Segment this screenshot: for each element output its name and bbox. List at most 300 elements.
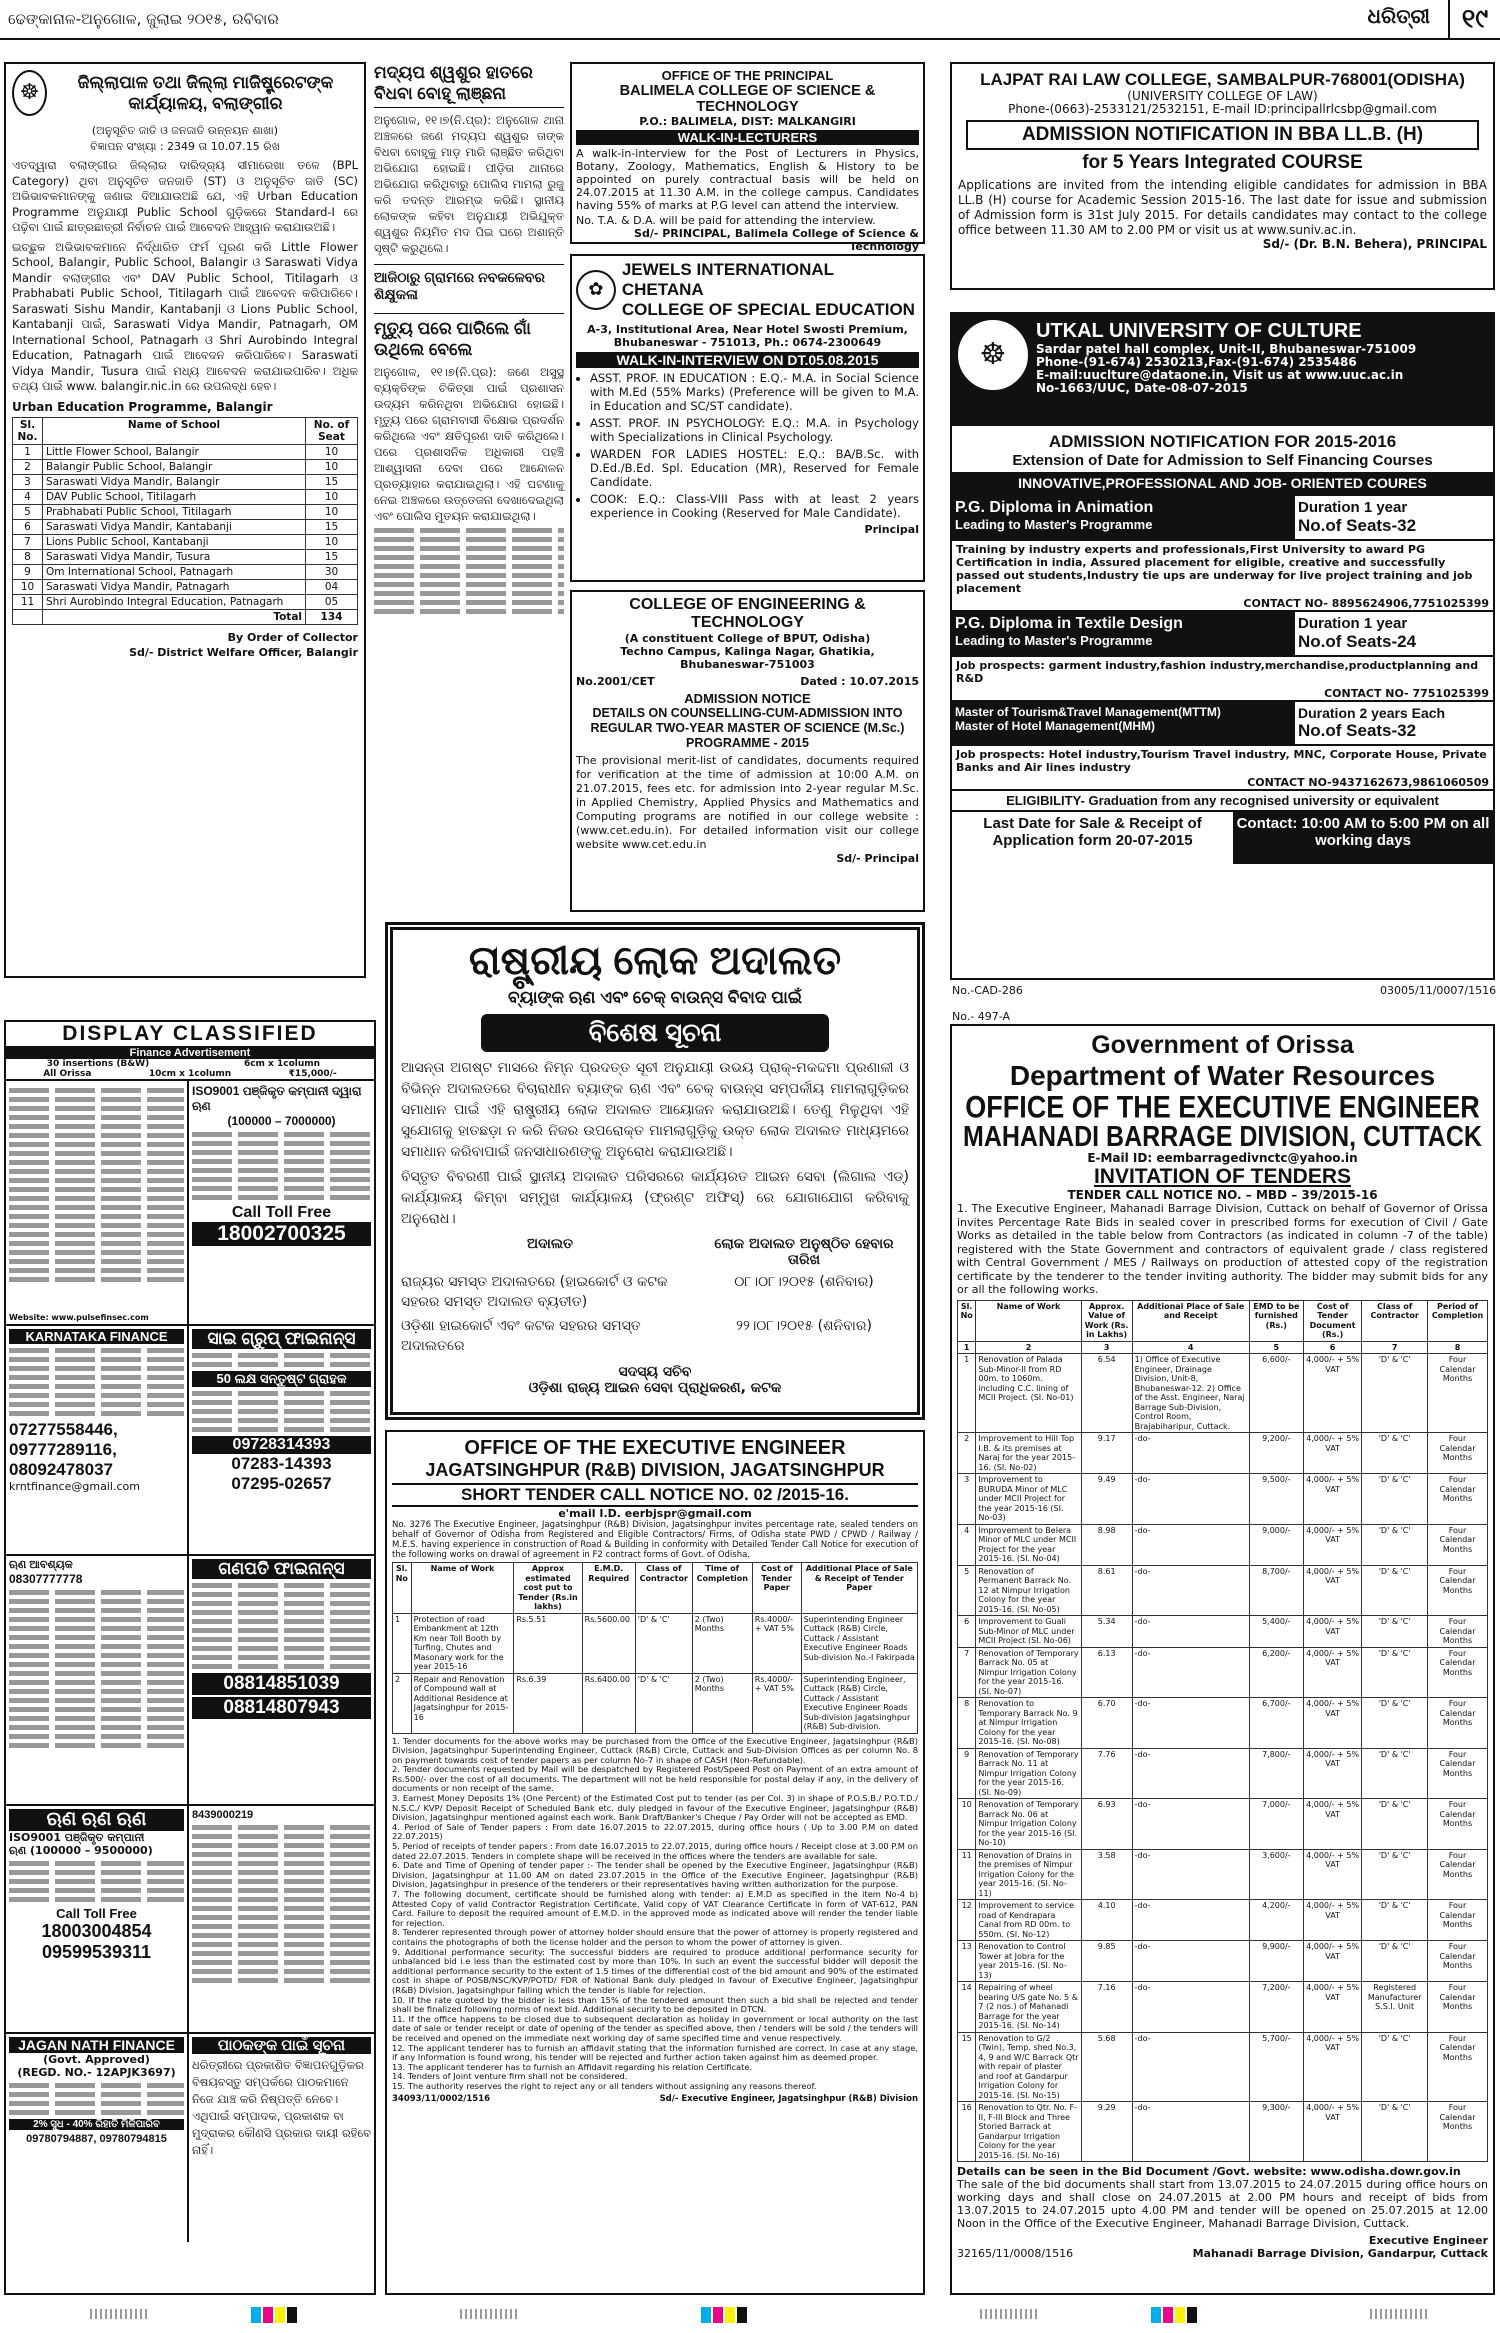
wr-col-num: 6 [1303, 1341, 1361, 1354]
lok-sign2: ଓଡ଼ିଶା ରାଜ୍ୟ ଆଇନ ସେବା ପ୍ରାଧିକରଣ, କଟକ [528, 1380, 782, 1396]
classified-title: DISPLAY CLASSIFIED [6, 1022, 374, 1047]
table-cell: 5.34 [1081, 1616, 1132, 1648]
table-cell: 4,000/- + 5% VAT [1303, 1433, 1361, 1474]
balimela-note: No. T.A. & D.A. will be paid for attending the interview. [576, 214, 876, 227]
dateline: ଢେଙ୍କାନାଳ-ଅନୁଗୋଳ, ଜୁଲାଇ ୨୦୧୫, ରବିବାର [8, 10, 279, 28]
pulse-ad [6, 1081, 189, 1324]
jag-ad [385, 1430, 925, 2295]
wr-col: Additional Place of Sale and Receipt [1132, 1300, 1249, 1341]
text-line [374, 573, 564, 578]
balimela-body: A walk-in-interview for the Post of Lecturers in Physics, Botany, Zoology, Mathematics, English & History to be appointed on purely contractual basis will be held on 24.07.2015 at 11.30 A.M. in the college campus. Candidates having 55% of marks at P.G level can attend the interview. [576, 147, 919, 212]
table-row [13, 444, 358, 459]
table-cell: 4,000/- + 5% VAT [1303, 1748, 1361, 1799]
text-line [9, 1250, 184, 1255]
wr-code2: 32165/11/0008/1516 [957, 2247, 1074, 2260]
table-cell: 2 [393, 1673, 412, 1733]
wr-ad [950, 1024, 1495, 2295]
jag-note: 3. Earnest Money Deposits 1% (One Percent) of the Estimated Cost put to tender (as per Col. 3) in shape of P.O.S.B./ P.O.T.D./ N.S.C./ KVP/ Deposit Receipt of Scheduled Bank etc. duly pledged in favour of the Executive Engineer, Jagatsinghpur (R&B) Division, Jagatsinghpur mentioned against each work. Bank Draft/Banker's Cheque / Pay Order will not be accepted as EMD. [392, 1793, 918, 1823]
kar-phone2: 09777289116, [9, 1440, 117, 1459]
text-line [9, 1259, 184, 1264]
text-line [192, 1888, 371, 1893]
jewels-logo-icon: ✿ [576, 270, 616, 310]
col-sl: Sl. No. [13, 417, 43, 444]
text-line [192, 1843, 371, 1848]
jag-col: Time of Completion [692, 1563, 752, 1614]
cet-ad [570, 590, 925, 912]
table-cell: Renovation of Permanent Barrack No. 12 at Nimpur Irrigation Colony for the year 2015-16. (SI. No-05) [976, 1565, 1081, 1616]
collector-body2: ଇଚ୍ଛୁକ ଅଭିଭାବକମାନେ ନିର୍ଦ୍ଧାରିତ ଫର୍ମ ପୂରଣ କରି Little Flower School, Balangir, Public School, Balangir ଓ Saraswati Vidya Mandir ବଲାଙ୍ଗୀର ଏବଂ DAV Public School, Titilagarh ଓ Prabhabati Public School, Titilagarh ପାଇଁ ଆବେଦନ କରିପାରିବେ। Saraswati Sishu Mandir, Kantabanji ଓ Lions Public School, Kantabanji ପାଇଁ, Saraswati Vidya Mandir, Patnagarh, OM International School, Patnagarh ଓ Shri Aurobindo Integral Education, Patnagarh ପାଇଁ ଆବେଦନ କରିପାରିବେ। Saraswati Vidya Mandir, Tusura ପାଇଁ ମଧ୍ୟ ଆବେଦନ କରାଯାଇପାରିବ। ଅଧିକ ତଥ୍ୟ ପାଇଁ www. balangir.nic.in ରେ ଉପଲବ୍ଧ ହେବ। [12, 239, 358, 393]
jag-intro: No. 3276 The Executive Engineer, Jagatsinghpur (R&B) Division, Jagatsinghpur invites percentage rate, sealed tenders on behalf of Governor of Odisha from Registered and Eligible Contractors/ Firms, of Odisha state PWD / CPWD / Railway / M.E.S. having experience in construction of Road & Building in conformity with Detailed Tender Call Notice for execution of the following works on drawal of agreement in F2 contract forms of Govt. of Odisha. [392, 1520, 918, 1560]
uuc-elig: ELIGIBILITY- Graduation from any recognised university or equivalent [952, 789, 1493, 810]
phone-list-head: 8439000219 [192, 1809, 254, 1821]
color-swatches-1 [250, 2307, 298, 2327]
jewels-sign: Principal [864, 523, 919, 536]
table-cell: Renovation to G/2 (Twin), Temp. shed No.3, 4, 9 and W/C Barrack Qtr with repair of plaster and roof at Gandarpur Irrigation Colony for 2015-16. (SI. No-15) [976, 2032, 1081, 2102]
table-cell: 8.98 [1081, 1524, 1132, 1565]
table-cell: -do- [1132, 1616, 1249, 1648]
table-row [13, 519, 358, 534]
wr-email: E-Mail ID: eembarragedivnctc@yahoo.in [1087, 1151, 1358, 1165]
text-line [9, 1671, 184, 1676]
table-cell: -do- [1132, 1748, 1249, 1799]
uuc-band: INNOVATIVE,PROFESSIONAL AND JOB- ORIENTED COURES [952, 472, 1493, 494]
ganpati-title: ଗଣପତି ଫାଇନାନ୍ସ [192, 1559, 371, 1579]
table-title: Urban Education Programme, Balangir [12, 399, 273, 414]
uuc-c1s: No.of Seats-32 [1298, 516, 1417, 535]
gan-ph1: 08814851039 [192, 1673, 371, 1695]
text-line [9, 1115, 184, 1120]
table-cell: 9 [13, 564, 43, 579]
kar-phone1: 07277558446, [9, 1420, 118, 1439]
table-cell: 'D' & 'C' [1362, 1647, 1428, 1698]
iso-ad [189, 1081, 374, 1324]
table-cell: 7.76 [1081, 1748, 1132, 1799]
table-cell: 10 [306, 489, 358, 504]
table-cell: Renovation of Temporary Barrack No. 05 at Nimpur Irrigation Colony for the year 2015-16. (SI. No-07) [976, 1647, 1081, 1698]
table-cell: -do- [1132, 1698, 1249, 1749]
table-cell: 12 [958, 1900, 976, 1941]
sai-ph3: 07295-02657 [231, 1474, 332, 1493]
pathak-title: ପାଠକଙ୍କ ପାଇଁ ସୂଚନା [192, 2037, 371, 2054]
text-line [9, 1142, 184, 1147]
balimela-name: BALIMELA COLLEGE OF SCIENCE & TECHNOLOGY [619, 83, 876, 115]
table-cell: 10 [306, 534, 358, 549]
uuc-c1d: Duration 1 year [1298, 499, 1408, 516]
uuc-header [952, 314, 1493, 426]
table-row [13, 564, 358, 579]
table-cell: -do- [1132, 1849, 1249, 1900]
jag-col: Name of Work [411, 1563, 514, 1614]
wr-sign2: Mahanadi Barrage Division, Gandarpur, Cuttack [1192, 2247, 1488, 2260]
rin-toll: Call Toll Free [56, 1906, 137, 1921]
page-header [0, 0, 1500, 40]
text-line [9, 1268, 184, 1273]
table-row [958, 1799, 1488, 1850]
cet-name: COLLEGE OF ENGINEERING & TECHNOLOGY [629, 596, 866, 631]
table-cell: 4 [958, 1524, 976, 1565]
table-cell: -do- [1132, 1565, 1249, 1616]
wr-col: Approx. Value of Work (Rs. in Lakhs) [1081, 1300, 1132, 1341]
table-cell: 'D' & 'C' [1362, 1354, 1428, 1433]
wr-intro: 1. The Executive Engineer, Mahanadi Barrage Division, Cuttack on behalf of Governor of Orissa invites Percentage Rate Bids in sealed cover in prescribed forms for execution of Civil / Gate Works as detailed in the table below from Contractors (as indicated in column -7 of the table) registered with the State Government and contractors of equivalent grade / class registered with Central Government / MES / Railways on production of attested copy of the registration certificate by the tenderer to the tender inviting authority. The bidder may submit bids for any or all the following works. [957, 1202, 1488, 1296]
table-cell: 10 [306, 504, 358, 519]
text-line [9, 1106, 184, 1111]
table-cell: Saraswati Vidya Mandir, Balangir [43, 474, 306, 489]
uuc-c3s: No.of Seats-32 [1298, 721, 1417, 740]
iso1c: Call Toll Free [231, 1204, 332, 1221]
table-cell: 4,000/- + 5% VAT [1303, 1565, 1361, 1616]
lok-adalat-ad [385, 922, 925, 1420]
text-line [9, 1707, 184, 1712]
table-row [13, 534, 358, 549]
balimela-ad [570, 62, 925, 253]
wr-col: Class of Contractor [1362, 1300, 1428, 1341]
rate2: 6cm x 1column [243, 1059, 321, 1069]
gan-ph2: 08814807943 [192, 1697, 371, 1719]
news-body-3: ଅନୁଗୋଳ, ୧୧।୭(ନି.ପ୍ର): ଜଣେ ଅସୁସ୍ଥ ବ୍ୟକ୍ତିଙ୍କ ଚିକିତ୍ସା ପାଇଁ ପ୍ରଶାସନ ଉଦ୍ୟମ କରିନଥିବା ଅଭିଯୋଗ ହୋଇଛି। ମୃତ୍ୟୁ ପରେ ଗ୍ରାମବାସୀ ବିକ୍ଷୋଭ ପ୍ରଦର୍ଶନ କରିଥିଲେ ଏବଂ କ୍ଷତିପୂରଣ ଦାବି କରିଥିଲେ। ପରେ ପ୍ରଶାସନିକ ଅଧିକାରୀ ପହଞ୍ଚି ଆଶ୍ୱାସନା ଦେବା ପରେ ଆନ୍ଦୋଳନ ପ୍ରତ୍ୟାହାର କରାଯାଇଥିଲା। ଏହି ଘଟଣାକୁ ନେଇ ଅଞ୍ଚଳରେ ଉତ୍ତେଜନା ଦେଖାଦେଇଥିଲା ଏବଂ ପୋଲିସ ମୁତୟନ କରାଯାଇଥିଲା। [374, 365, 564, 523]
text-line [192, 1951, 371, 1956]
uuc-c2txt: Job prospects: garment industry,fashion industry,merchandise,productplanning and R&D [952, 655, 1493, 687]
table-cell: Saraswati Vidya Mandir, Patnagarh [43, 579, 306, 594]
table-row [958, 2032, 1488, 2102]
table-cell: 04 [306, 579, 358, 594]
wr-col: Period of Completion [1428, 1300, 1488, 1341]
jag-note: 12. The applicant tenderer has to furnish an affidavit stating that the information furnished are correct. In case at any stage, if any Information is found wrong, his tender will be rejected and further action taken against him as deemed proper. [392, 2042, 918, 2063]
table-cell: Four Calendar Months [1428, 1524, 1488, 1565]
table-row [958, 1698, 1488, 1749]
uuc-c2s: No.of Seats-24 [1298, 632, 1417, 651]
uuc-c3con: CONTACT NO-9437162673,9861060509 [1247, 776, 1489, 789]
iso1d: 18002700325 [192, 1222, 371, 1246]
jag-note: 11. If the office happens to be closed due to subsequent declaration as holiday in government or local authority on the last date of sale or tender receipt or date of opening of the tender as specified above, then / tenders will be sold / the tenders will be received and opened on the immediate next working day of same specified time and venue respectively. [392, 2013, 918, 2043]
table-cell: Four Calendar Months [1428, 1354, 1488, 1433]
text-line [9, 1205, 184, 1210]
classified-sub: Finance Advertisement [6, 1047, 374, 1059]
text-line [9, 1617, 184, 1622]
masthead-logo: ଧରିତ୍ରୀ [1367, 4, 1430, 28]
jag-table [392, 1562, 918, 1734]
uuc-t2: Extension of Date for Admission to Self Financing Courses [1012, 452, 1433, 469]
pathak-ad [189, 2034, 374, 2242]
table-cell: Four Calendar Months [1428, 1799, 1488, 1850]
table-row [958, 1474, 1488, 1525]
table-row [958, 1616, 1488, 1648]
text-line [9, 1662, 184, 1667]
jag-note: 4. Period of Sale of Tender papers : From date 16.07.2015 to 22.07.2015, during office hours ( Up to 3.00 P.M on dated 22.07.2015) [392, 1821, 918, 1842]
collector-body1: ଏତଦ୍ୱାରା ବଲାଙ୍ଗୀର ଜିଲ୍ଲାର ଦାରିଦ୍ର୍ୟ ସୀମାରେଖା ତଳେ (BPL Category) ଥିବା ଅନୁସୂଚିତ ଜନଜାତି (ST) ଓ ଅନୁସୂଚିତ ଜାତି (SC) ଅଭିଭାବକମାନଙ୍କୁ ଜଣାଇ ଦିଆଯାଉଅଛି ଯେ, ଏହି Urban Education Programme ଅନୁଯାୟୀ Public School ଗୁଡ଼ିକରେ Standard-I ରେ ପଢ଼ିବା ପାଇଁ ଛାତ୍ରଛାତ୍ରୀ ନିର୍ବାଚନ ପାଇଁ ଆବେଦନ ଆହ୍ୱାନ କରାଯାଉଅଛି। [12, 158, 358, 234]
jagan-ph: 09780794887, 09780794815 [26, 2133, 167, 2145]
table-cell: -do- [1132, 1982, 1249, 2033]
table-cell: Improvement to Hill Top I.B. & its premises at Naraj for the year 2015-16. (SI. No-02) [976, 1433, 1081, 1474]
rate1: 30 insertions (B&W) [46, 1059, 150, 1069]
jag-note: 14. Tenders of Joint venture firm shall not be considered. [392, 2071, 628, 2082]
text-line [192, 1870, 371, 1875]
table-cell: 10 [306, 444, 358, 459]
table-cell: 3.58 [1081, 1849, 1132, 1900]
loan-phone: 08307777778 [9, 1572, 83, 1586]
lajpat-ad [950, 62, 1495, 290]
table-cell: 2 (Two) Months [692, 1613, 752, 1673]
llc-sign: Sd/- (Dr. B.N. Behera), PRINCIPAL [1262, 237, 1487, 251]
jag-note: 7. The following document, certificate should be furnished along with tender: a) E.M.D as specified in the item No-4 b) Attested Copy of valid Contractor Registration Certificate, Valid copy of VAT Clearance Certificate in form of VAT-612, PAN Card. Failure to deposit the required amount of E.M.D. in the approved mode as indicated above will render the tender liable for rejection. [392, 1889, 918, 1928]
iso1: ISO9001 ପଞ୍ଜିକୃତ କମ୍ପାନୀ ଦ୍ୱାରା ଋଣ [192, 1084, 362, 1113]
collector-ad [4, 62, 366, 978]
llc-name: LAJPAT RAI LAW COLLEGE, SAMBALPUR-768001(ODISHA) [980, 70, 1465, 89]
table-cell: Four Calendar Months [1428, 1647, 1488, 1698]
table-row [958, 1982, 1488, 2033]
table-cell: Rs.4000/- + VAT 5% [752, 1613, 801, 1673]
text-line [9, 1725, 184, 1730]
collector-title: ଜିଲ୍ଲାପାଳ ତଥା ଜିଲ୍ଲା ମାଜିଷ୍ଟ୍ରେଟଙ୍କ କାର୍ଯ୍ୟାଳୟ, ବଲାଙ୍ଗୀର [77, 73, 334, 113]
table-row [13, 459, 358, 474]
table-cell: 4,000/- + 5% VAT [1303, 1354, 1361, 1433]
rate3: All Orissa [43, 1069, 92, 1079]
table-cell: 4,000/- + 5% VAT [1303, 1941, 1361, 1982]
text-line [9, 1196, 184, 1201]
table-cell: 'D' & 'C' [1362, 1799, 1428, 1850]
lok-sub: ବ୍ୟାଙ୍କ ଋଣ ଏବଂ ଚେକ୍ ବାଉନ୍ସ ବିବାଦ ପାଇଁ [507, 988, 803, 1007]
collector-sign2: Sd/- District Welfare Officer, Balangir [129, 645, 358, 659]
kar-email: krntfinance@gmail.com [9, 1480, 140, 1493]
lok-r1b: ୦୮।୦୮।୨୦୧୫ (ଶନିବାର) [734, 1274, 874, 1290]
wr-col-num: 1 [958, 1341, 976, 1354]
table-cell: 6,600/- [1249, 1354, 1303, 1433]
col-seat: No. of Seat [306, 417, 358, 444]
table-row [958, 1900, 1488, 1941]
text-line [192, 1960, 371, 1965]
classified-block [4, 1020, 376, 2295]
table-cell: Shri Aurobindo Integral Education, Patnagarh [43, 594, 306, 609]
text-line [9, 1097, 184, 1102]
text-line [192, 1852, 371, 1857]
text-line [9, 1743, 184, 1748]
table-row [958, 1941, 1488, 1982]
table-cell: Four Calendar Months [1428, 1616, 1488, 1648]
karnataka-title: KARNATAKA FINANCE [9, 1329, 184, 1344]
table-cell: 1) Office of Executive Engineer, Drainage Division, Unit-8, Bhubaneswar-12. 2) Office of the Asst. Engineer, Naraj Barrage Sub-Division, Control Room, Brajabiharipur, Cuttack. [1132, 1354, 1249, 1433]
table-cell: Balangir Public School, Balangir [43, 459, 306, 474]
jag-code: 34093/11/0002/1516 [392, 2094, 491, 2105]
wr-t6: TENDER CALL NOTICE NO. – MBD – 39/2015-16 [1067, 1188, 1378, 1202]
table-cell: 9,200/- [1249, 1433, 1303, 1474]
table-cell: 'D' & 'C' [1362, 1474, 1428, 1525]
text-line [9, 1187, 184, 1192]
text-line [374, 582, 564, 587]
llc-body: Applications are invited from the intending eligible candidates for admission in BBA LL.B (H) course for Academic Session 2015-16. The last date for issue and submission of Admission form is 31st July 2015. For details candidates may contact to the college office between 11.30 AM to 2.00 PM or visit us at www.suniv.ac.in. [958, 178, 1487, 237]
table-cell: 7,200/- [1249, 1982, 1303, 2033]
table-cell: 2 (Two) Months [692, 1673, 752, 1733]
table-cell: -do- [1132, 1433, 1249, 1474]
table-row [958, 1433, 1488, 1474]
text-line [9, 1716, 184, 1721]
table-cell: Improvement to service road of Kendrapara Canal from RD 00m. to 550m. (SI. No-12) [976, 1900, 1081, 1941]
table-cell: 8 [13, 549, 43, 564]
uuc-addr1: Sardar patel hall complex, Unit-II, Bhubaneswar-751009 [1036, 342, 1417, 356]
text-line [374, 537, 564, 542]
llc-phone: Phone-(0663)-2533121/2532151, E-mail ID:principallrlcsbp@gmail.com [1008, 102, 1437, 116]
table-cell: Renovation of Temporary Barrack No. 11 at Nimpur Irrigation Colony for the year 2015-16. (SI. No-09) [976, 1748, 1081, 1799]
table-row [958, 2102, 1488, 2162]
jag-email: e'mail I.D. eerbjspr@gmail.com [558, 1507, 752, 1520]
jag-t3: SHORT TENDER CALL NOTICE NO. 02 /2015-16. [392, 1483, 918, 1507]
table-cell: Rs.4000/- + VAT 5% [752, 1673, 801, 1733]
sai-lakh: 50 ଲକ୍ଷ ସନ୍ତୁଷ୍ଟ ଗ୍ରାହକ [192, 1371, 371, 1387]
table-cell: Renovation to Control Tower at Jobra for the year 2015-16. (SI. No-13) [976, 1941, 1081, 1982]
uuc-c2d: Duration 1 year [1298, 615, 1408, 632]
collector-sub: (ଅନୁସୂଚିତ ଜାତି ଓ ଜନଜାତି ଉନ୍ନୟନ ଶାଖା) [91, 124, 279, 137]
text-line [192, 1825, 371, 1830]
table-cell: Four Calendar Months [1428, 1941, 1488, 1982]
wr-col-num: 3 [1081, 1341, 1132, 1354]
uuc-code: No.-CAD-286 [952, 984, 1023, 997]
table-cell: Rs.6400.00 [582, 1673, 635, 1733]
uuc-name: UTKAL UNIVERSITY OF CULTURE [1036, 320, 1362, 342]
table-cell: 9.85 [1081, 1941, 1132, 1982]
table-cell: Saraswati Vidya Mandir, Tusura [43, 549, 306, 564]
karnataka-ad [6, 1326, 189, 1554]
table-cell: 6.70 [1081, 1698, 1132, 1749]
collector-sign1: By Order of Collector [227, 630, 358, 644]
jag-note: 8. Tenderer represented through power of attorney holder should ensure that the power of attorney is properly registered and contains the photographs of both the license holder and the person to whom the power of attorney is given. [392, 1927, 918, 1947]
cet-dated: Dated : 10.07.2015 [800, 675, 919, 688]
jag-note: 10. If the rate quoted by the bidder is less than 15% of the tendered amount then such a bid shall be rejected and tender shall be finalized following norms of next bid. Additional security to be deposited in DTCN. [392, 1994, 918, 2015]
text-line [192, 1933, 371, 1938]
table-cell: 'D' & 'C' [635, 1613, 692, 1673]
table-cell: 3,600/- [1249, 1849, 1303, 1900]
table-cell: 2 [13, 459, 43, 474]
text-line [374, 609, 564, 614]
wr-col-num: 5 [1249, 1341, 1303, 1354]
cet-no: No.2001/CET [576, 675, 655, 688]
rin-ph2: 09599539311 [41, 1942, 152, 1962]
table-cell: Saraswati Vidya Mandir, Kantabanji [43, 519, 306, 534]
jag-note: 2. Tender documents requested by Mail will be despatched by Registered Post/Speed Post on Payment of an extra amount of Rs.500/- over the cost of all documents. The department will not be held responsible for postal delay if any, in the delivery of documents or non receipt of the same. [392, 1764, 918, 1794]
text-line [9, 1734, 184, 1739]
table-cell: 1 [393, 1613, 412, 1673]
table-cell: Four Calendar Months [1428, 1565, 1488, 1616]
table-row [13, 504, 358, 519]
lok-r1a: ରାଜ୍ୟର ସମସ୍ତ ଅଦାଲତରେ (ହାଇକୋର୍ଟ ଓ କଟକ ସହରର ସମସ୍ତ ଅଦାଲତ ବ୍ୟତୀତ) [401, 1274, 668, 1310]
text-line [9, 1680, 184, 1685]
table-cell: Four Calendar Months [1428, 1698, 1488, 1749]
wr-footer: Details can be seen in the Bid Document /Govt. website: www.odisha.dowr.gov.in [957, 2165, 1461, 2178]
text-line [9, 1277, 184, 1282]
jag-col: Sl. No [393, 1563, 412, 1614]
text-line [374, 600, 564, 605]
table-cell: -do- [1132, 1647, 1249, 1698]
table-cell: Little Flower School, Balangir [43, 444, 306, 459]
table-cell: -do- [1132, 2102, 1249, 2162]
lok-h-court: ଅଦାଲତ [526, 1236, 574, 1252]
table-cell: 10 [958, 1799, 976, 1850]
table-cell: 'D' & 'C' [1362, 2102, 1428, 2162]
table-cell: 9,500/- [1249, 1474, 1303, 1525]
table-cell: 7,800/- [1249, 1748, 1303, 1799]
jewels-strip: WALK-IN-INTERVIEW ON DT.05.08.2015 [576, 352, 919, 368]
rin-ph1: 18003004854 [41, 1921, 152, 1941]
text-line [9, 1169, 184, 1174]
uuc-ref: No-1663/UUC, Date-08-07-2015 [1036, 381, 1248, 395]
wr-code: No.- 497-A [952, 1010, 1010, 1023]
table-cell: 'D' & 'C' [1362, 1849, 1428, 1900]
table-cell: 10 [13, 579, 43, 594]
table-row [958, 1565, 1488, 1616]
table-cell: 9.29 [1081, 2102, 1132, 2162]
table-row [13, 489, 358, 504]
text-line [192, 1897, 371, 1902]
table-row [13, 474, 358, 489]
table-cell: Four Calendar Months [1428, 1748, 1488, 1799]
llc-t2: for 5 Years Integrated COURSE [1082, 152, 1363, 173]
color-swatches-2 [700, 2307, 748, 2327]
text-line [374, 546, 564, 551]
table-cell: 6 [958, 1616, 976, 1648]
sai-ph2: 07283-14393 [231, 1454, 332, 1473]
lok-r2b: ୨୨।୦୮।୨୦୧୫ (ଶନିବାର) [736, 1318, 872, 1334]
rin-title: ଋଣ ଋଣ ଋଣ [9, 1809, 184, 1831]
text-line [192, 1969, 371, 1974]
jewels-addr: A-3, Institutional Area, Near Hotel Swosti Premium, Bhubaneswar - 751013, Ph.: 0674-2300649 [587, 323, 908, 349]
lok-title: ରାଷ୍ଟ୍ରୀୟ ଲୋକ ଅଦାଲତ [468, 939, 842, 983]
table-cell: Lions Public School, Kantabanji [43, 534, 306, 549]
uuc-c1: P.G. Diploma in Animation [955, 499, 1154, 516]
table-cell: 6.54 [1081, 1354, 1132, 1433]
wr-col-num: 8 [1428, 1341, 1488, 1354]
table-cell: Rs.5.51 [514, 1613, 582, 1673]
table-cell: 4.10 [1081, 1900, 1132, 1941]
lok-r2a: ଓଡ଼ିଶା ହାଇକୋର୍ଟ ଏବଂ କଟକ ସହରର ସମସ୍ତ ଅଦାଲତରେ [401, 1318, 641, 1354]
table-cell: 2 [958, 1433, 976, 1474]
table-cell: 7.16 [1081, 1982, 1132, 2033]
cet-t1: ADMISSION NOTICE [684, 691, 811, 706]
uuc-contact: Contact: 10:00 AM to 5:00 PM on all working days [1233, 812, 1493, 864]
text-line [374, 564, 564, 569]
table-cell: 4 [13, 489, 43, 504]
table-cell: 15 [958, 2032, 976, 2102]
table-row [13, 579, 358, 594]
uuc-ad [950, 312, 1495, 980]
table-cell: 15 [306, 474, 358, 489]
table-cell: 8 [958, 1698, 976, 1749]
table-cell: Registered Manufacturer S.S.I. Unit [1362, 1982, 1428, 2033]
collector-memo: ବିଜ୍ଞାପନ ସଂଖ୍ୟା : 2349 ତା 10.07.15 ରିଖ [90, 140, 280, 153]
table-cell: 16 [958, 2102, 976, 2162]
jag-note: 9. Additional performance security: The successful bidders are required to produce additional performance security for unbalanced bid i.e less than the estimated cost by more than 10%. In such an event the successful bidder will deposit the additional performance security to the extent of 1.5 times of the differential cost of the bid amount and 90% of the estimated cost in shape of POSB/NSC/KVP/POTD/ FDR of National Bank duly pledged in favour of Executive Engineer, Jagatsinghpur (R&B) Division, Jagatsinghpur failing which the tender is liable for rejection. [392, 1946, 918, 1995]
loan-list-ad [6, 1556, 189, 1804]
table-row [958, 1354, 1488, 1433]
text-line [374, 591, 564, 596]
table-cell: 'D' & 'C' [1362, 1433, 1428, 1474]
table-cell: 5.68 [1081, 2032, 1132, 2102]
wr-col-num: 4 [1132, 1341, 1249, 1354]
table-cell: 9,900/- [1249, 1941, 1303, 1982]
table-cell: 05 [306, 594, 358, 609]
text-line [9, 1214, 184, 1219]
table-cell: 'D' & 'C' [1362, 1698, 1428, 1749]
table-cell: Protection of road Embankment at 12th Km near Toll Booth by Turfing, Chutes and Masonary work for the year 2015-16 [411, 1613, 514, 1673]
news-continuation [374, 528, 564, 614]
news-headline-3: ମୃତ୍ୟୁ ପରେ ପାରିଲେ ଗାଁ ଉଥିଲେ ବେଲେ [374, 313, 564, 360]
cet-sign: Sd/- Principal [836, 852, 919, 865]
wr-table [957, 1300, 1488, 2163]
table-cell: 4,000/- + 5% VAT [1303, 1616, 1361, 1648]
color-swatches-3 [1150, 2307, 1198, 2327]
uuc-seal-icon: ☸ [958, 320, 1028, 390]
table-cell: 4,000/- + 5% VAT [1303, 1900, 1361, 1941]
table-row [393, 1673, 918, 1733]
table-cell: -do- [1132, 2032, 1249, 2102]
jag-col: E.M.D. Required [582, 1563, 635, 1614]
